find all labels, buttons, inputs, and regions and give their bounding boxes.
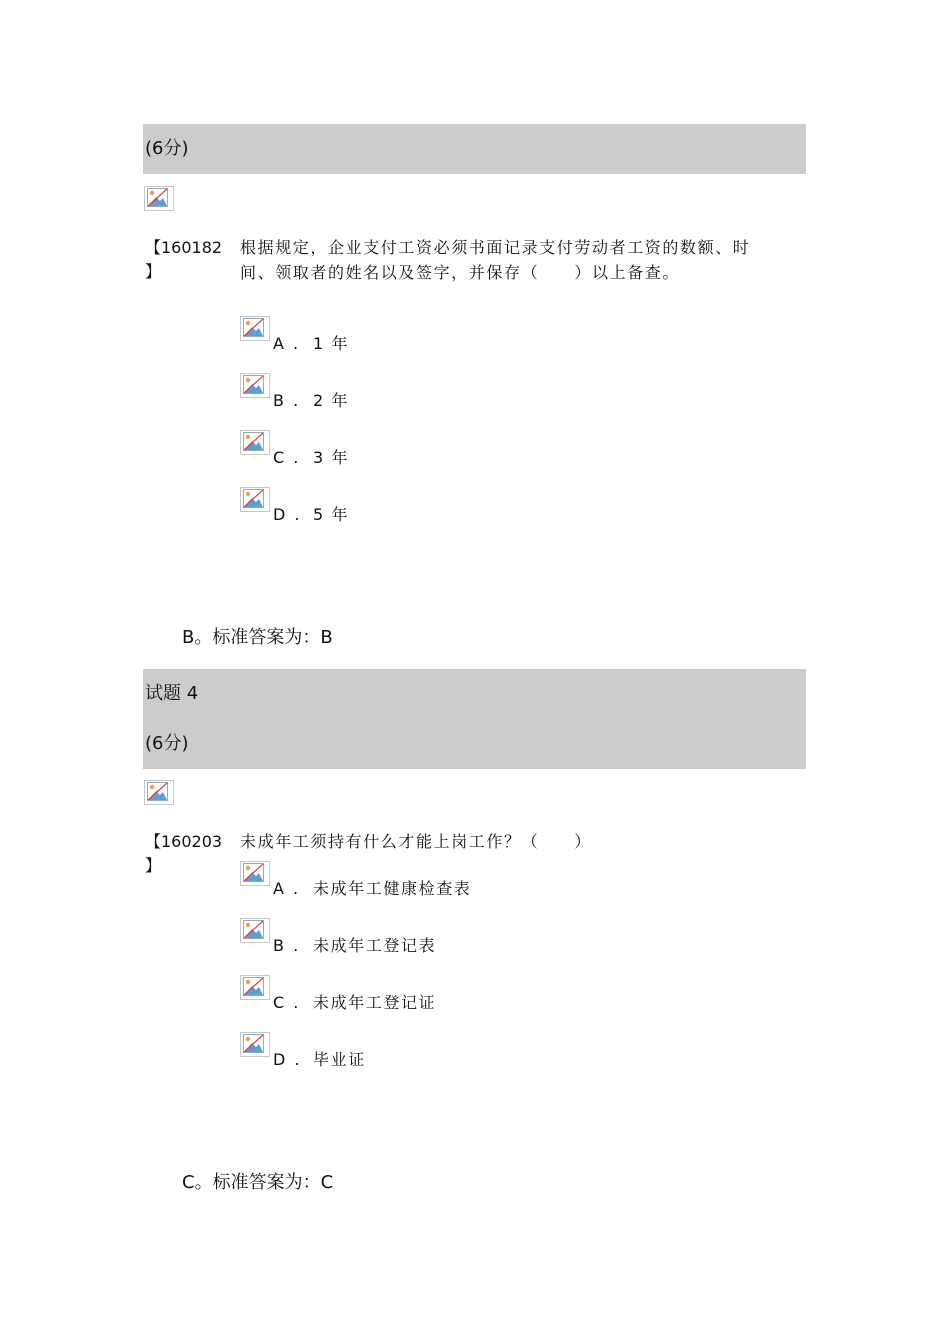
broken-image-icon xyxy=(240,316,270,341)
option-d[interactable] xyxy=(240,487,640,541)
question-text: 未成年工须持有什么才能上岗工作？（ ） xyxy=(240,832,593,851)
option-text: 2 年 xyxy=(313,391,350,410)
broken-image-icon xyxy=(144,186,174,211)
option-text: 5 年 xyxy=(313,505,350,524)
option-letter: C . xyxy=(273,448,301,467)
option-text: 未成年工健康检查表 xyxy=(313,879,472,898)
option-c[interactable] xyxy=(240,975,640,1029)
option-letter: D . xyxy=(273,1050,302,1069)
standard-answer: B。标准答案为：B xyxy=(182,627,333,648)
broken-image-icon xyxy=(144,780,174,805)
broken-image-icon xyxy=(240,861,270,886)
option-text: 1 年 xyxy=(313,334,350,353)
question-id-bracket: 】 xyxy=(145,262,162,281)
option-b[interactable] xyxy=(240,373,640,427)
option-text: 未成年工登记证 xyxy=(313,993,437,1012)
question-id-number: 【160203 xyxy=(145,832,223,851)
option-letter: A . xyxy=(273,879,301,898)
broken-image-icon xyxy=(240,1032,270,1057)
option-text: 3 年 xyxy=(313,448,350,467)
option-a[interactable] xyxy=(240,861,640,915)
question-id-number: 【160182 xyxy=(145,238,223,257)
option-b[interactable] xyxy=(240,918,640,972)
option-letter: D . xyxy=(273,505,302,524)
broken-image-icon xyxy=(240,975,270,1000)
question-text: 根据规定，企业支付工资必须书面记录支付劳动者工资的数额、时间、领取者的姓名以及签字，并保存（ ）以上备查。 xyxy=(240,238,751,282)
broken-image-icon xyxy=(240,918,270,943)
question-id xyxy=(145,236,230,284)
option-text: 毕业证 xyxy=(313,1050,366,1069)
option-letter: B . xyxy=(273,391,301,410)
broken-image-icon xyxy=(240,430,270,455)
option-c[interactable] xyxy=(240,430,640,484)
option-a[interactable] xyxy=(240,316,640,370)
broken-image-icon xyxy=(240,373,270,398)
option-letter: C . xyxy=(273,993,301,1012)
question-score-bar: (6分) xyxy=(143,124,806,174)
option-text: 未成年工登记表 xyxy=(313,936,437,955)
question-id-bracket: 】 xyxy=(145,856,162,875)
option-letter: A . xyxy=(273,334,301,353)
broken-image-icon xyxy=(240,487,270,512)
question-id xyxy=(145,830,230,878)
standard-answer: C。标准答案为：C xyxy=(182,1172,334,1193)
question-score-bar: (6分) xyxy=(143,719,806,769)
option-d[interactable] xyxy=(240,1032,640,1086)
question-title-bar: 试题 4 xyxy=(143,669,806,719)
option-letter: B . xyxy=(273,936,301,955)
